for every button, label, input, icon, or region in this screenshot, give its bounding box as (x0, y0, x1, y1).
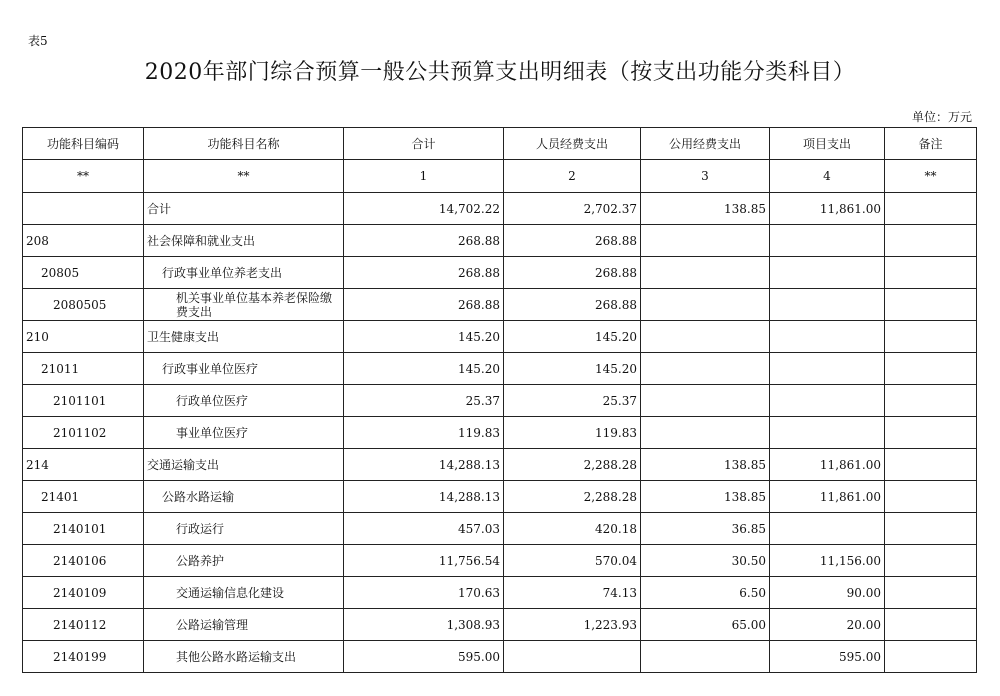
table-row (23, 289, 977, 321)
row-personnel-cell: 268.88 (504, 257, 641, 289)
unit-label: 单位：万元 (911, 110, 972, 124)
row-public-cell: 138.85 (641, 449, 770, 481)
row-project-cell: 11,156.00 (770, 545, 885, 577)
row-code-cell (23, 193, 144, 225)
row-personnel-cell: 119.83 (504, 417, 641, 449)
row-total-cell: 119.83 (344, 417, 504, 449)
column-index-cell: 2 (504, 160, 641, 193)
row-personnel-cell: 268.88 (504, 289, 641, 321)
column-index-cell: 3 (641, 160, 770, 193)
row-code-cell: 20805 (23, 257, 144, 289)
row-public-cell (641, 257, 770, 289)
table-row (23, 513, 977, 545)
table-row (23, 449, 977, 481)
row-public-cell (641, 353, 770, 385)
row-name-cell: 公路运输管理 (144, 609, 344, 641)
table-row (23, 353, 977, 385)
table-row (23, 193, 977, 225)
row-total-cell: 595.00 (344, 641, 504, 673)
row-public-cell: 138.85 (641, 193, 770, 225)
row-public-cell: 138.85 (641, 481, 770, 513)
row-personnel-cell: 268.88 (504, 225, 641, 257)
row-public-cell (641, 289, 770, 321)
row-name-cell: 卫生健康支出 (144, 321, 344, 353)
table-row (23, 257, 977, 289)
row-name-cell: 交通运输信息化建设 (144, 577, 344, 609)
row-name-cell: 其他公路水路运输支出 (144, 641, 344, 673)
row-personnel-cell: 2,288.28 (504, 449, 641, 481)
row-note-cell (885, 385, 977, 417)
row-total-cell: 268.88 (344, 257, 504, 289)
row-total-cell: 1,308.93 (344, 609, 504, 641)
row-code-cell: 2140106 (23, 545, 144, 577)
column-header-name: 功能科目名称 (144, 128, 344, 160)
row-note-cell (885, 417, 977, 449)
row-project-cell (770, 289, 885, 321)
row-name-cell: 合计 (144, 193, 344, 225)
table-row (23, 225, 977, 257)
column-header-project: 项目支出 (770, 128, 885, 160)
row-personnel-cell: 145.20 (504, 353, 641, 385)
row-note-cell (885, 225, 977, 257)
row-personnel-cell: 74.13 (504, 577, 641, 609)
row-personnel-cell: 2,288.28 (504, 481, 641, 513)
table-row (23, 385, 977, 417)
row-personnel-cell: 2,702.37 (504, 193, 641, 225)
row-public-cell (641, 385, 770, 417)
row-project-cell: 11,861.00 (770, 449, 885, 481)
row-project-cell (770, 513, 885, 545)
row-code-cell: 214 (23, 449, 144, 481)
table-header-row (23, 128, 977, 160)
row-name-cell: 事业单位医疗 (144, 417, 344, 449)
row-code-cell: 2101101 (23, 385, 144, 417)
row-note-cell (885, 513, 977, 545)
column-index-cell: ** (885, 160, 977, 193)
row-public-cell: 30.50 (641, 545, 770, 577)
row-name-cell: 机关事业单位基本养老保险缴费支出 (144, 289, 344, 321)
row-name-cell: 行政单位医疗 (144, 385, 344, 417)
table-row (23, 545, 977, 577)
row-total-cell: 145.20 (344, 353, 504, 385)
row-note-cell (885, 449, 977, 481)
row-project-cell: 90.00 (770, 577, 885, 609)
row-note-cell (885, 289, 977, 321)
row-note-cell (885, 481, 977, 513)
row-project-cell: 595.00 (770, 641, 885, 673)
row-name-cell: 公路水路运输 (144, 481, 344, 513)
row-project-cell (770, 321, 885, 353)
budget-expenditure-table (22, 127, 977, 673)
row-project-cell (770, 385, 885, 417)
row-personnel-cell: 420.18 (504, 513, 641, 545)
row-code-cell: 2140112 (23, 609, 144, 641)
row-note-cell (885, 577, 977, 609)
row-public-cell: 65.00 (641, 609, 770, 641)
row-total-cell: 14,288.13 (344, 449, 504, 481)
row-name-cell: 交通运输支出 (144, 449, 344, 481)
row-public-cell (641, 321, 770, 353)
column-header-personnel: 人员经费支出 (504, 128, 641, 160)
row-code-cell: 2140199 (23, 641, 144, 673)
row-public-cell: 6.50 (641, 577, 770, 609)
row-name-cell: 行政事业单位医疗 (144, 353, 344, 385)
row-code-cell: 210 (23, 321, 144, 353)
row-project-cell: 11,861.00 (770, 481, 885, 513)
row-note-cell (885, 609, 977, 641)
table-row (23, 641, 977, 673)
row-project-cell (770, 417, 885, 449)
row-total-cell: 14,702.22 (344, 193, 504, 225)
row-total-cell: 170.63 (344, 577, 504, 609)
row-project-cell: 11,861.00 (770, 193, 885, 225)
table-body (23, 193, 977, 673)
table-number-label: 表5 (28, 34, 48, 48)
column-header-public: 公用经费支出 (641, 128, 770, 160)
row-note-cell (885, 353, 977, 385)
row-total-cell: 268.88 (344, 289, 504, 321)
table-row (23, 481, 977, 513)
row-name-cell: 公路养护 (144, 545, 344, 577)
row-total-cell: 25.37 (344, 385, 504, 417)
row-public-cell (641, 641, 770, 673)
row-code-cell: 2101102 (23, 417, 144, 449)
column-index-cell: 4 (770, 160, 885, 193)
row-total-cell: 268.88 (344, 225, 504, 257)
row-note-cell (885, 257, 977, 289)
row-code-cell: 2140101 (23, 513, 144, 545)
page-title: 2020年部门综合预算一般公共预算支出明细表（按支出功能分类科目） (144, 60, 856, 85)
column-index-cell: 1 (344, 160, 504, 193)
row-note-cell (885, 545, 977, 577)
column-header-note: 备注 (885, 128, 977, 160)
row-note-cell (885, 193, 977, 225)
row-project-cell (770, 225, 885, 257)
row-total-cell: 145.20 (344, 321, 504, 353)
table-row (23, 417, 977, 449)
column-header-total: 合计 (344, 128, 504, 160)
row-code-cell: 2140109 (23, 577, 144, 609)
row-name-cell: 社会保障和就业支出 (144, 225, 344, 257)
table-row (23, 321, 977, 353)
row-personnel-cell (504, 641, 641, 673)
row-note-cell (885, 321, 977, 353)
row-public-cell (641, 225, 770, 257)
row-total-cell: 14,288.13 (344, 481, 504, 513)
row-public-cell: 36.85 (641, 513, 770, 545)
row-project-cell (770, 353, 885, 385)
column-index-row (23, 160, 977, 193)
column-header-code: 功能科目编码 (23, 128, 144, 160)
row-public-cell (641, 417, 770, 449)
row-personnel-cell: 145.20 (504, 321, 641, 353)
table-row (23, 577, 977, 609)
row-name-cell: 行政事业单位养老支出 (144, 257, 344, 289)
row-total-cell: 11,756.54 (344, 545, 504, 577)
row-code-cell: 2080505 (23, 289, 144, 321)
row-code-cell: 208 (23, 225, 144, 257)
row-project-cell (770, 257, 885, 289)
row-code-cell: 21401 (23, 481, 144, 513)
row-name-cell: 行政运行 (144, 513, 344, 545)
row-code-cell: 21011 (23, 353, 144, 385)
column-index-cell: ** (23, 160, 144, 193)
row-personnel-cell: 570.04 (504, 545, 641, 577)
column-index-cell: ** (144, 160, 344, 193)
row-personnel-cell: 1,223.93 (504, 609, 641, 641)
row-project-cell: 20.00 (770, 609, 885, 641)
table-row (23, 609, 977, 641)
row-personnel-cell: 25.37 (504, 385, 641, 417)
row-note-cell (885, 641, 977, 673)
row-total-cell: 457.03 (344, 513, 504, 545)
